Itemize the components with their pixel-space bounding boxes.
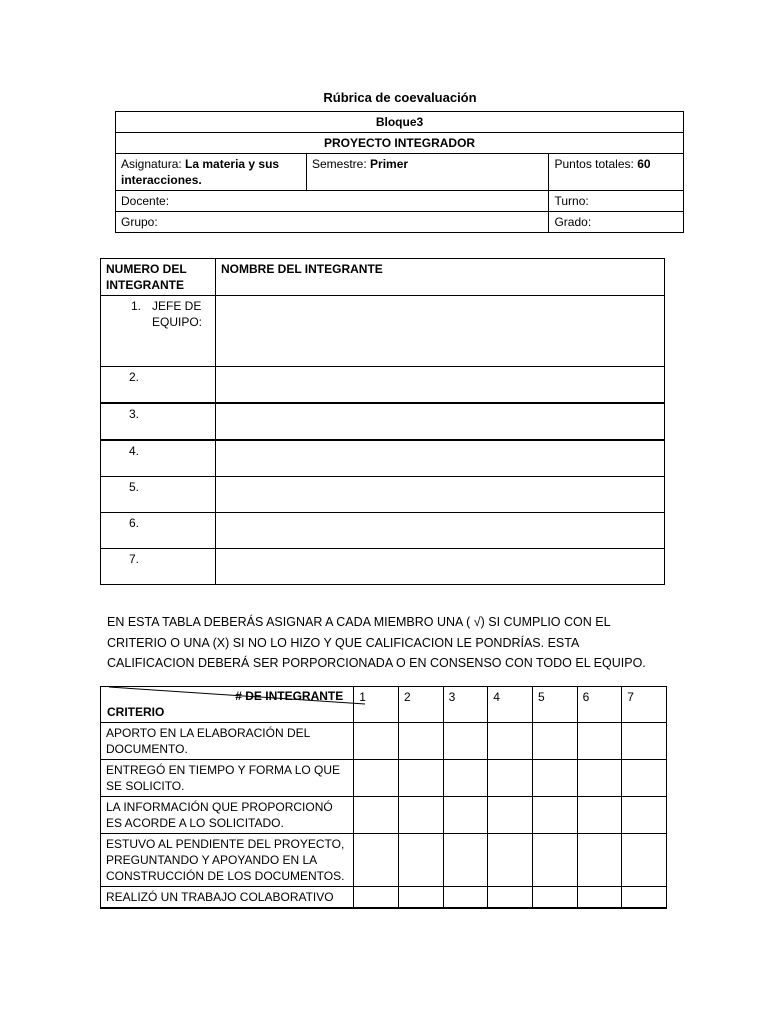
member-name-field[interactable] bbox=[216, 549, 665, 585]
jefe-number: 1. bbox=[131, 299, 142, 313]
member-row bbox=[101, 440, 665, 477]
info-row-asignatura bbox=[116, 154, 684, 191]
document-title: Rúbrica de coevaluación bbox=[323, 90, 477, 105]
members-table bbox=[100, 258, 665, 585]
member-name-field[interactable] bbox=[216, 296, 665, 367]
member-row bbox=[101, 549, 665, 585]
member-number-cell: 7. bbox=[101, 549, 216, 585]
score-cell[interactable] bbox=[443, 834, 488, 887]
score-cell[interactable] bbox=[354, 760, 399, 797]
score-cell[interactable] bbox=[443, 797, 488, 834]
score-cell[interactable] bbox=[488, 760, 533, 797]
score-cell[interactable] bbox=[488, 797, 533, 834]
criterion-row bbox=[101, 723, 667, 760]
member-number-cell: 2. bbox=[101, 367, 216, 404]
grado-cell[interactable]: Grado: bbox=[549, 212, 684, 233]
column-header: 7 bbox=[622, 687, 667, 723]
member-name-field[interactable] bbox=[216, 367, 665, 404]
column-header: 1 bbox=[354, 687, 399, 723]
jefe-label: JEFE DE EQUIPO: bbox=[152, 299, 203, 329]
bloque-cell: Bloque3 bbox=[116, 112, 684, 133]
score-cell[interactable] bbox=[577, 760, 622, 797]
score-cell[interactable] bbox=[622, 760, 667, 797]
info-row-bloque bbox=[116, 112, 684, 133]
score-cell[interactable] bbox=[622, 834, 667, 887]
score-cell[interactable] bbox=[488, 723, 533, 760]
column-header: 3 bbox=[443, 687, 488, 723]
score-cell[interactable] bbox=[443, 887, 488, 909]
member-number-cell: 5. bbox=[101, 477, 216, 513]
member-row bbox=[101, 477, 665, 513]
instructions-text: EN ESTA TABLA DEBERÁS ASIGNAR A CADA MIEMBRO UNA ( √) SI CUMPLIO CON EL CRITERIO O UNA (X) SI NO LO HIZO Y QUE CALIFICACION LE PONDRÍAS. ESTA CALIFICACION DEBERÁ SER PORPORCIONADA O EN CONSENSO CON TODO EL EQUIPO. bbox=[107, 615, 646, 670]
member-row bbox=[101, 367, 665, 404]
member-number-cell: 3. bbox=[101, 403, 216, 440]
criteria-header-row bbox=[101, 687, 667, 723]
score-cell[interactable] bbox=[443, 723, 488, 760]
criterion-row bbox=[101, 834, 667, 887]
score-cell[interactable] bbox=[398, 723, 443, 760]
semestre-cell[interactable] bbox=[307, 154, 549, 191]
score-cell[interactable] bbox=[577, 834, 622, 887]
semestre-value: Primer bbox=[370, 157, 409, 171]
score-cell[interactable] bbox=[532, 760, 577, 797]
score-cell[interactable] bbox=[532, 887, 577, 909]
info-row-proyecto bbox=[116, 133, 684, 154]
member-row bbox=[101, 513, 665, 549]
info-row-docente bbox=[116, 191, 684, 212]
docente-cell[interactable]: Docente: bbox=[116, 191, 549, 212]
column-header: 5 bbox=[532, 687, 577, 723]
puntos-label: Puntos totales: bbox=[554, 157, 638, 171]
score-cell[interactable] bbox=[354, 797, 399, 834]
criteria-header-cell bbox=[101, 687, 354, 723]
criterio-header: CRITERIO bbox=[107, 705, 165, 719]
asignatura-value: La materia y sus interacciones. bbox=[121, 157, 280, 187]
score-cell[interactable] bbox=[354, 887, 399, 909]
proyecto-cell: PROYECTO INTEGRADOR bbox=[116, 133, 684, 154]
score-cell[interactable] bbox=[622, 797, 667, 834]
score-cell[interactable] bbox=[354, 834, 399, 887]
score-cell[interactable] bbox=[443, 760, 488, 797]
member-number-cell bbox=[101, 296, 216, 367]
score-cell[interactable] bbox=[488, 887, 533, 909]
criterion-row bbox=[101, 797, 667, 834]
member-name-field[interactable] bbox=[216, 440, 665, 477]
score-cell[interactable] bbox=[532, 834, 577, 887]
score-cell[interactable] bbox=[532, 797, 577, 834]
member-name-field[interactable] bbox=[216, 477, 665, 513]
asignatura-label: Asignatura: bbox=[121, 157, 186, 171]
member-number-cell: 4. bbox=[101, 440, 216, 477]
integrante-header: # DE INTEGRANTE bbox=[235, 689, 344, 703]
grupo-cell[interactable]: Grupo: bbox=[116, 212, 549, 233]
column-header: 4 bbox=[488, 687, 533, 723]
puntos-cell[interactable] bbox=[549, 154, 684, 191]
rubric-info-table bbox=[115, 111, 684, 233]
score-cell[interactable] bbox=[398, 760, 443, 797]
members-header-row bbox=[101, 259, 665, 296]
member-number-header: NUMERO DEL INTEGRANTE bbox=[101, 259, 216, 296]
score-cell[interactable] bbox=[577, 723, 622, 760]
member-row bbox=[101, 296, 665, 367]
puntos-value: 60 bbox=[637, 157, 651, 171]
column-header: 2 bbox=[398, 687, 443, 723]
score-cell[interactable] bbox=[577, 797, 622, 834]
member-number-cell: 6. bbox=[101, 513, 216, 549]
score-cell[interactable] bbox=[488, 834, 533, 887]
criterion-row bbox=[101, 760, 667, 797]
semestre-label: Semestre: bbox=[312, 157, 371, 171]
asignatura-cell[interactable] bbox=[116, 154, 307, 191]
score-cell[interactable] bbox=[398, 797, 443, 834]
score-cell[interactable] bbox=[577, 887, 622, 909]
score-cell[interactable] bbox=[622, 723, 667, 760]
member-row bbox=[101, 403, 665, 440]
score-cell[interactable] bbox=[622, 887, 667, 909]
score-cell[interactable] bbox=[398, 887, 443, 909]
criterion-label: APORTO EN LA ELABORACIÓN DEL DOCUMENTO. bbox=[101, 723, 354, 760]
criterion-label: ESTUVO AL PENDIENTE DEL PROYECTO, PREGUNTANDO Y APOYANDO EN LA CONSTRUCCIÓN DE LOS DOCUMENTOS. bbox=[101, 834, 354, 887]
score-cell[interactable] bbox=[398, 834, 443, 887]
member-name-field[interactable] bbox=[216, 403, 665, 440]
criteria-table bbox=[100, 686, 667, 909]
column-header: 6 bbox=[577, 687, 622, 723]
criterion-label: LA INFORMACIÓN QUE PROPORCIONÓ ES ACORDE A LO SOLICITADO. bbox=[101, 797, 354, 834]
score-cell[interactable] bbox=[354, 723, 399, 760]
member-name-field[interactable] bbox=[216, 513, 665, 549]
criterion-label: ENTREGÓ EN TIEMPO Y FORMA LO QUE SE SOLICITO. bbox=[101, 760, 354, 797]
turno-cell[interactable]: Turno: bbox=[549, 191, 684, 212]
member-name-header: NOMBRE DEL INTEGRANTE bbox=[216, 259, 665, 296]
criterion-label: REALIZÓ UN TRABAJO COLABORATIVO bbox=[101, 887, 354, 909]
criterion-row bbox=[101, 887, 667, 909]
info-row-grupo bbox=[116, 212, 684, 233]
score-cell[interactable] bbox=[532, 723, 577, 760]
